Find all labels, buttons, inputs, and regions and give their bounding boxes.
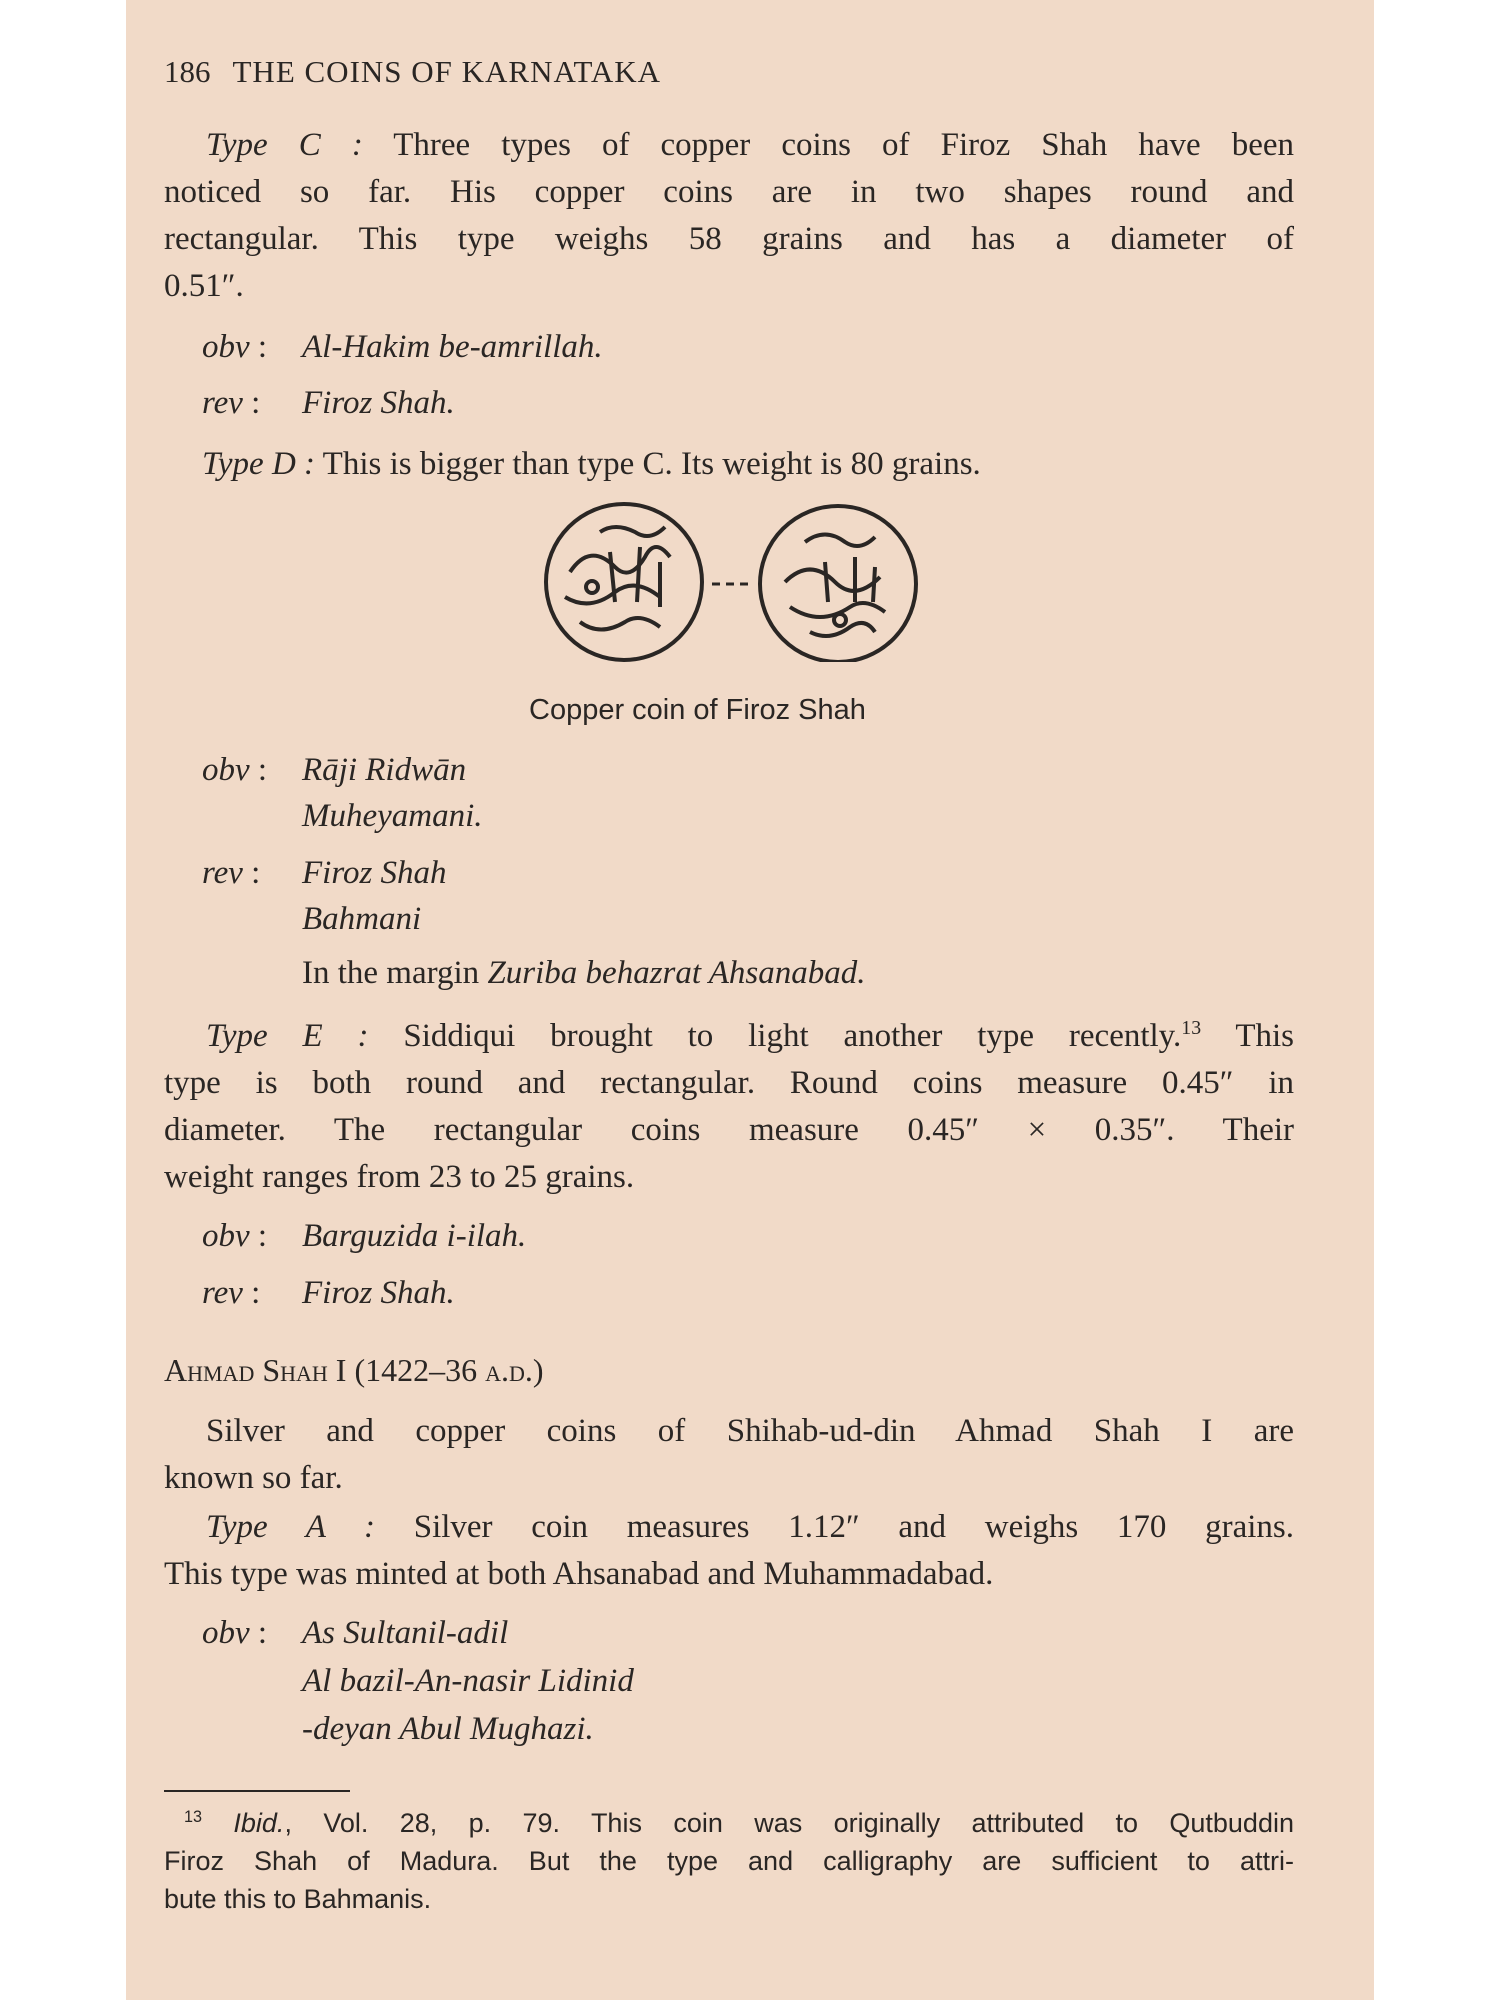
type-e-line-4: weight ranges from 23 to 25 grains. bbox=[164, 1159, 635, 1195]
type-c-line-4: 0.51″. bbox=[164, 268, 244, 304]
type-d-label: Type D : bbox=[202, 446, 316, 482]
type-e-rev-label: rev : bbox=[202, 1275, 261, 1311]
type-c-line-3: rectangular. This type weighs 58 grains and has a diameter of bbox=[164, 221, 1294, 257]
coin-reverse-image bbox=[760, 506, 916, 662]
type-d-rev-line-2: Bahmani bbox=[302, 901, 422, 937]
type-d-line: Type D : This is bigger than type C. Its weight is 80 grains. bbox=[202, 446, 981, 482]
type-d-obv-line-2: Muheyamani. bbox=[302, 798, 483, 834]
copper-coin-illustration bbox=[540, 502, 960, 662]
ahmad-type-a-line-2: This type was minted at both Ahsanabad and Muhammadabad. bbox=[164, 1556, 994, 1592]
footnote-reference: 13 bbox=[1181, 1017, 1202, 1039]
ahmad-intro-paragraph bbox=[164, 1408, 1294, 1502]
page-number: 186 bbox=[164, 54, 211, 89]
ahmad-obv-line-2: Al bazil-An-nasir Lidinid bbox=[302, 1663, 634, 1699]
ahmad-obv-line-1: As Sultanil-adil bbox=[302, 1615, 509, 1651]
type-e-obv-label: obv : bbox=[202, 1218, 268, 1254]
coin-obverse-image bbox=[546, 504, 702, 660]
figure-caption: Copper coin of Firoz Shah bbox=[529, 694, 866, 726]
footnote: $^{13}$ Ibid., Vol. 28, p. 79. This coin was originally attributed to Qutbuddin Firoz Shah of Madura. But the type and calligraphy are sufficient to attri- bute this to Bahmanis. bbox=[164, 1804, 1294, 1918]
type-c-line-1: Three types of copper coins of Firoz Shah have been bbox=[362, 127, 1295, 163]
ahmad-intro-line-1: Silver and copper coins of Shihab-ud-din Ahmad Shah I are bbox=[206, 1413, 1294, 1449]
type-e-line-2: type is both round and rectangular. Round coins measure 0.45″ in bbox=[164, 1065, 1294, 1101]
type-d-rev-label: rev : bbox=[202, 855, 261, 891]
running-title: THE COINS OF KARNATAKA bbox=[232, 54, 662, 89]
type-e-paragraph: Type E : Siddiqui brought to light another type recently.$^{13}$ This type is both round and rectangular. Round coins measure 0.45″ in diameter. The rectangular coins measure 0.45″ × 0.35″. Their weight ranges from 23 to 25 grains. bbox=[164, 1013, 1294, 1201]
type-c-rev-label: rev : bbox=[202, 385, 261, 421]
type-e-line-3: diameter. The rectangular coins measure 0.45″ × 0.35″. Their bbox=[164, 1112, 1294, 1148]
book-page bbox=[164, 0, 1294, 2000]
type-d-rev-line-1: Firoz Shah bbox=[302, 855, 447, 891]
section-heading-ahmad-shah: Ahmad Shah I (1422–36 a.d.) bbox=[164, 1352, 544, 1388]
type-c-obv-value: Al-Hakim be-amrillah. bbox=[302, 329, 603, 365]
ahmad-type-a-label: Type A : bbox=[206, 1509, 376, 1545]
ahmad-obv-label: obv : bbox=[202, 1615, 268, 1651]
type-e-label: Type E : bbox=[206, 1018, 369, 1054]
ahmad-intro-line-2: known so far. bbox=[164, 1460, 343, 1496]
type-d-margin-note: In the margin Zuriba behazrat Ahsanabad. bbox=[302, 955, 866, 991]
running-header bbox=[164, 54, 661, 90]
type-c-obv-label: obv : bbox=[202, 329, 268, 365]
type-c-label: Type C : bbox=[206, 127, 363, 163]
type-e-rev-value: Firoz Shah. bbox=[302, 1275, 455, 1311]
footnote-number: 13 bbox=[184, 1808, 203, 1826]
type-c-paragraph bbox=[164, 122, 1294, 310]
footnote-line-3: bute this to Bahmanis. bbox=[164, 1884, 432, 1914]
type-e-obv-value: Barguzida i-ilah. bbox=[302, 1218, 527, 1254]
type-c-line-2: noticed so far. His copper coins are in two shapes round and bbox=[164, 174, 1294, 210]
footnote-line-2: Firoz Shah of Madura. But the type and calligraphy are sufficient to attri- bbox=[164, 1846, 1294, 1876]
footnote-rule bbox=[164, 1790, 350, 1792]
type-c-rev-value: Firoz Shah. bbox=[302, 385, 455, 421]
ahmad-obv-line-3: -deyan Abul Mughazi. bbox=[302, 1711, 594, 1747]
type-d-obv-line-1: Rāji Ridwān bbox=[302, 752, 467, 788]
type-d-obv-label: obv : bbox=[202, 752, 268, 788]
ahmad-type-a-paragraph: Type A : Silver coin measures 1.12″ and weighs 170 grains. This type was minted at both Ahsanabad and Muhammadabad. bbox=[164, 1504, 1294, 1598]
